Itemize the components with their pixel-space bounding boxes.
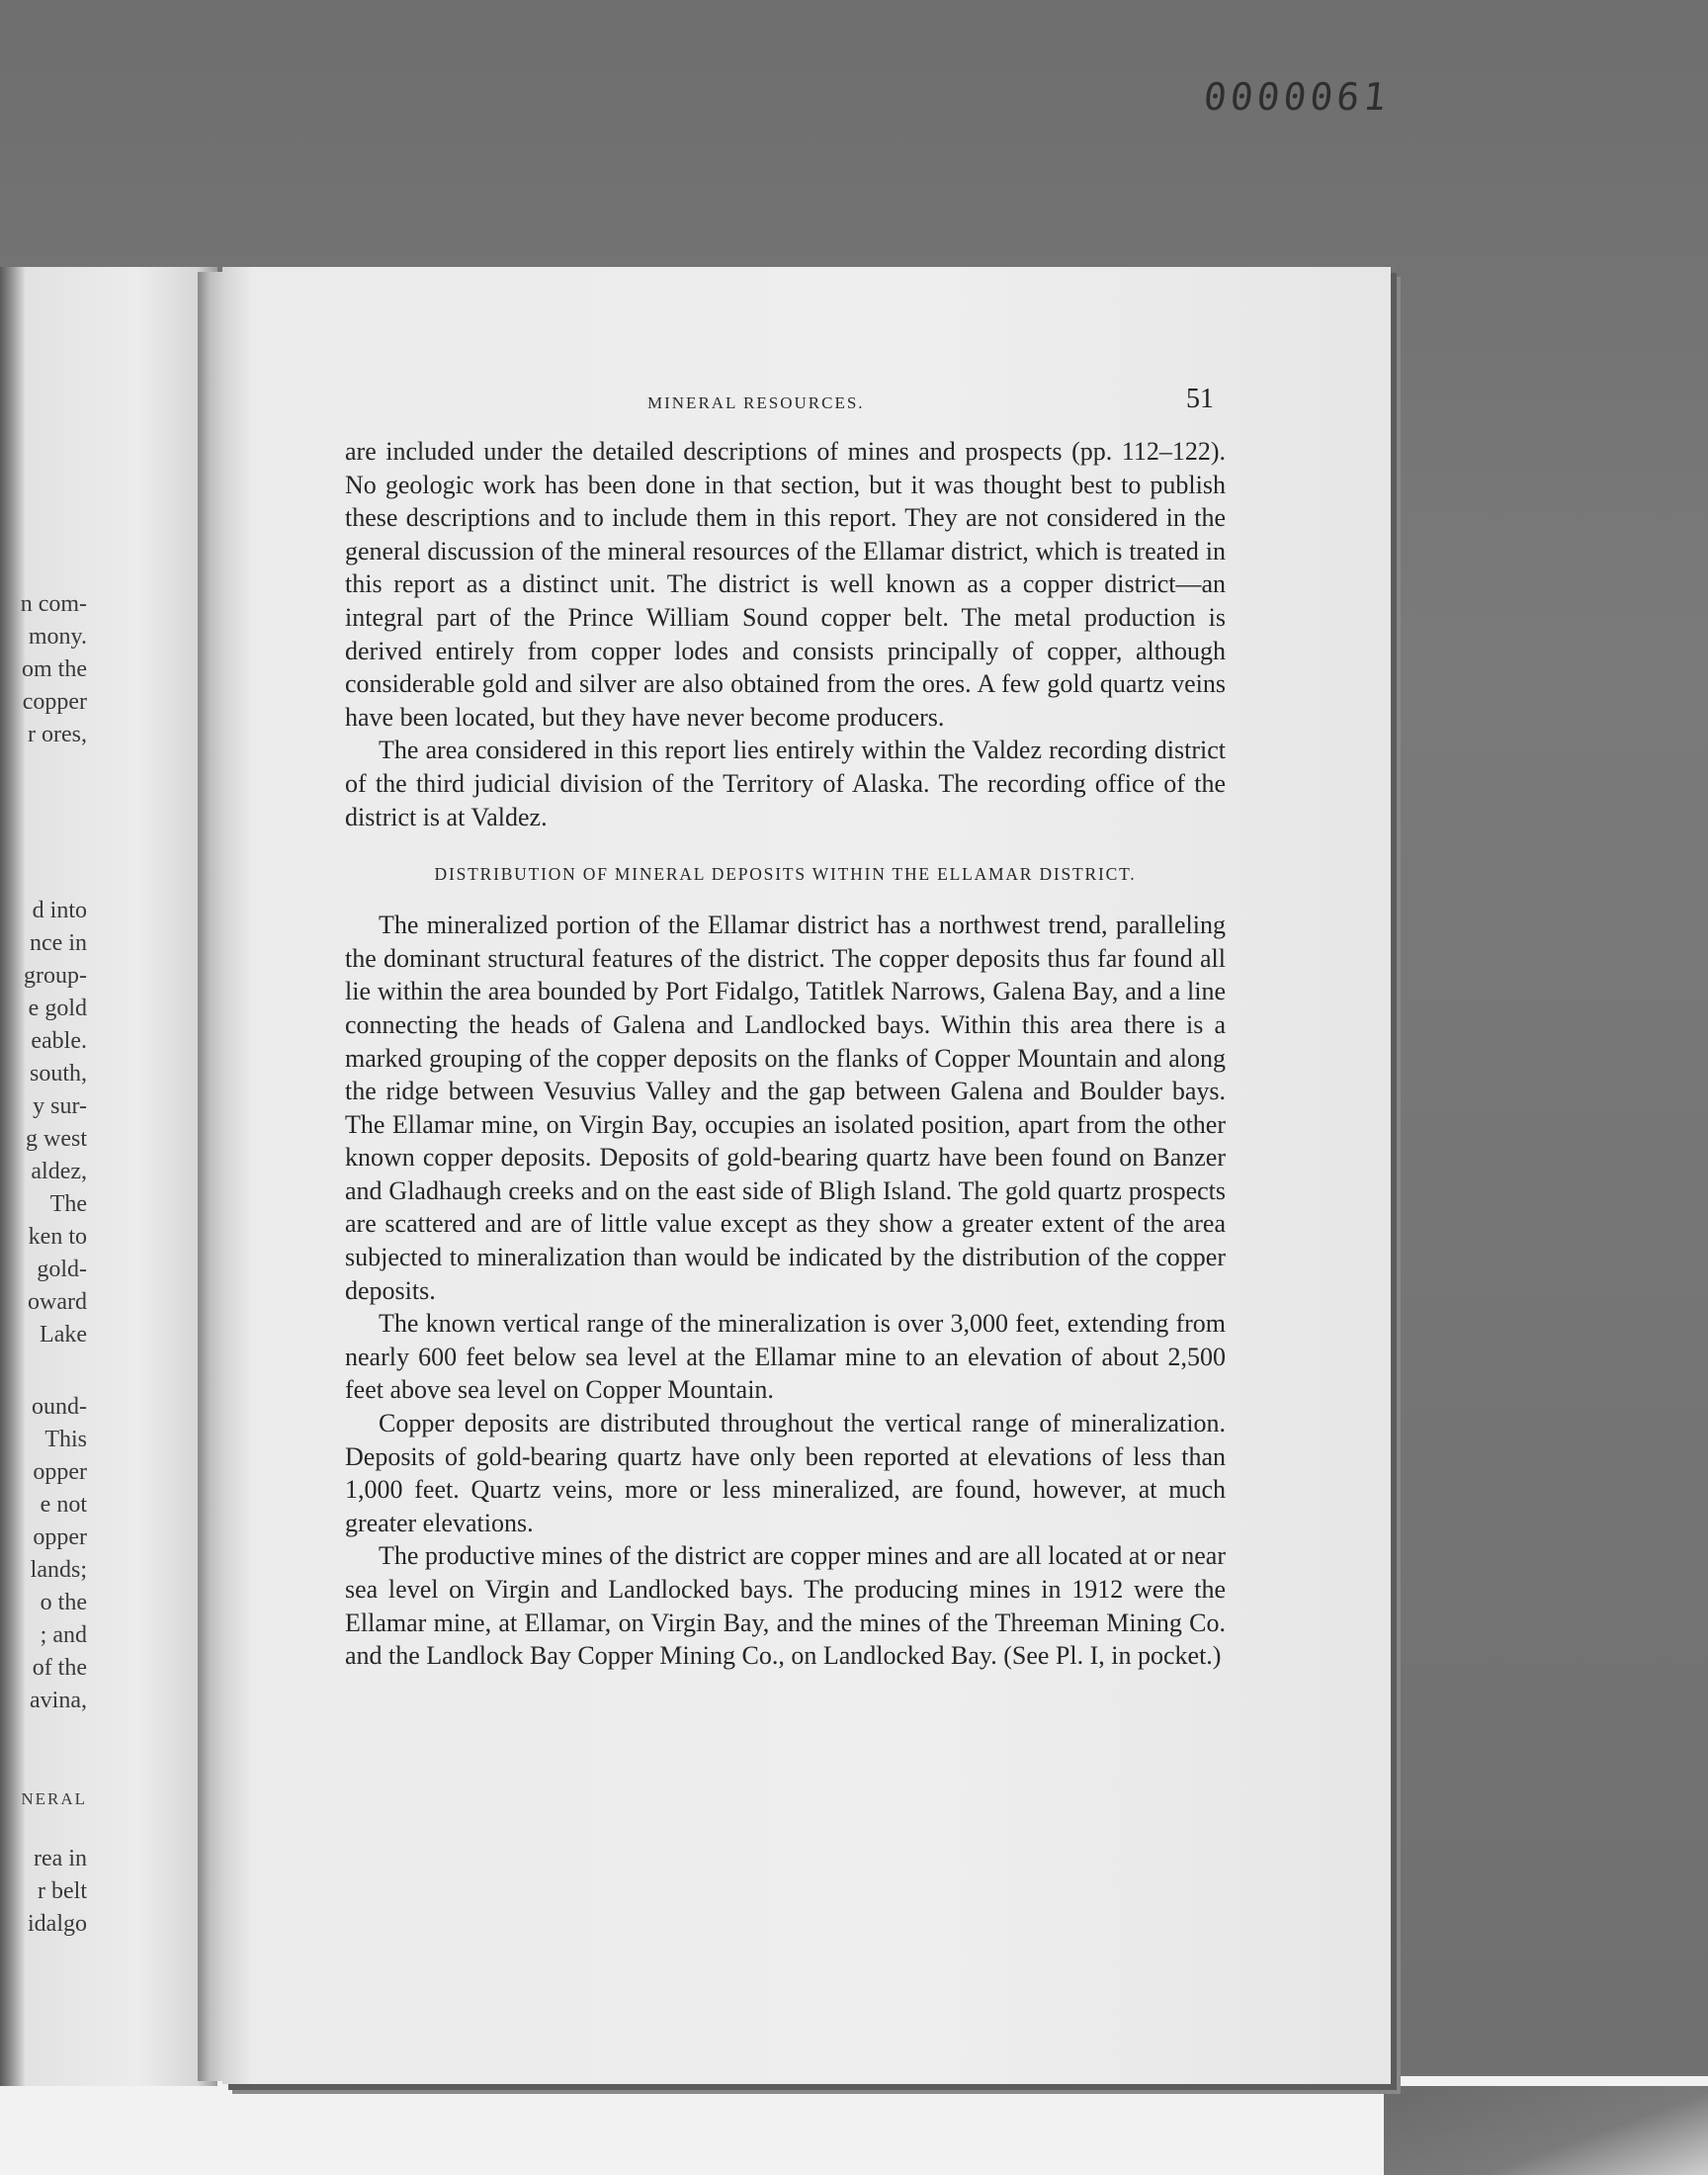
- facing-page-fragment: idalgo: [28, 1911, 87, 1937]
- running-head: MINERAL RESOURCES.: [647, 393, 865, 412]
- paragraph: are included under the detailed descriptions of mines and prospects (pp. 112–122). No geologic work has been done in that section, but it was thought best to publish these descriptions and to include them in this report. They are not considered in the general discussion of the mineral resources of the Ellamar district, which is treated in this report as a distinct unit. The district is well known as a copper district—an integral part of the Prince William Sound copper belt. The metal production is derived entirely from copper lodes and consists principally of copper, although considerable gold and silver are also obtained from the ores. A few gold quartz veins have been located, but they have never become producers.: [345, 437, 1226, 732]
- facing-page-fragment: ken to: [28, 1224, 87, 1250]
- body-text: [345, 435, 1226, 1673]
- paragraph: The productive mines of the district are copper mines and are all located at or near sea level on Virgin and Landlocked bays. The producing mines in 1912 were the Ellamar mine, at Ellamar, on Virgin Bay, and the mines of the Threeman Mining Co. and the Landlock Bay Copper Mining Co., on Landlocked Bay. (See Pl. I, in pocket.): [345, 1541, 1226, 1671]
- archive-stamp-number: 0000061: [1201, 75, 1393, 119]
- facing-page-fragment: r belt: [38, 1878, 87, 1904]
- paragraph: The area considered in this report lies entirely within the Valdez recording district of the third judicial division of the Territory of Alaska. The recording office of the district is at Valdez.: [345, 736, 1226, 831]
- facing-page-fragment: The: [49, 1191, 87, 1217]
- facing-page-fragment: opper: [33, 1459, 87, 1485]
- paragraph: Copper deposits are distributed throughout the vertical range of mineralization. Deposits of gold-bearing quartz have only been reported at elevations of less than 1,000 feet. Quartz veins, more or less mineralized, are found, however, at much greater elevations.: [345, 1409, 1226, 1537]
- paragraph: The known vertical range of the mineralization is over 3,000 feet, extending from nearly 600 feet below sea level at the Ellamar mine to an elevation of about 2,500 feet above sea level on Copper Mountain.: [345, 1309, 1226, 1405]
- facing-page-fragment: nce in: [30, 930, 87, 956]
- facing-page-fragment: NERAL: [21, 1789, 87, 1808]
- paragraph: The mineralized portion of the Ellamar district has a northwest trend, paralleling the dominant structural features of the district. The copper deposits thus far found all lie within the area bounded by Port Fidalgo, Tatitlek Narrows, Galena Bay, and a line connecting the heads of Galena and Landlocked bays. Within this area there is a marked grouping of the copper deposits on the flanks of Copper Mountain and along the ridge between Vesuvius Valley and the gap between Galena and Boulder bays. The Ellamar mine, on Virgin Bay, occupies an isolated position, apart from the other known copper deposits. Deposits of gold-bearing quartz have been found on Banzer and Gladhaugh creeks and on the east side of Bligh Island. The gold quartz prospects are scattered and are of little value except as they show a greater extent of the area subjected to mineralization than would be indicated by the distribution of the copper deposits.: [345, 911, 1226, 1305]
- facing-page-fragment: o the: [40, 1590, 87, 1615]
- facing-page-fragment: g west: [26, 1126, 87, 1152]
- section-heading: DISTRIBUTION OF MINERAL DEPOSITS WITHIN THE ELLAMAR DISTRICT.: [434, 864, 1137, 885]
- facing-page-fragment: avina,: [30, 1688, 87, 1713]
- facing-page-fragment: opper: [33, 1524, 87, 1550]
- facing-page-fragment: om the: [22, 656, 87, 682]
- facing-page-fragment: n com-: [20, 591, 87, 617]
- facing-page-fragment: d into: [32, 898, 87, 923]
- facing-page-fragment: y sur-: [33, 1093, 87, 1119]
- facing-page-fragment: south,: [29, 1061, 87, 1087]
- facing-page-fragment: r ores,: [28, 722, 87, 747]
- scan-corner-shadow: [1384, 2086, 1708, 2175]
- facing-page-fragment: lands;: [30, 1557, 87, 1583]
- facing-page-fragment: Lake: [40, 1322, 87, 1348]
- facing-page-fragment: eable.: [31, 1028, 87, 1054]
- facing-page-fragment: aldez,: [31, 1159, 87, 1184]
- facing-page-fragment: mony.: [28, 624, 87, 650]
- book-page: [222, 267, 1391, 2084]
- facing-page-fragment: gold-: [37, 1257, 87, 1282]
- facing-page-fragment: oward: [28, 1289, 87, 1315]
- page-header: [222, 384, 1223, 423]
- facing-page-fragment: rea in: [34, 1846, 87, 1871]
- facing-page-fragment: ound-: [32, 1394, 87, 1420]
- facing-page-fragment: e gold: [28, 996, 87, 1021]
- facing-page-fragment: This: [44, 1427, 87, 1452]
- facing-page-fragment: copper: [22, 689, 87, 715]
- page-number: 51: [1186, 384, 1214, 414]
- facing-page-fragment: group-: [24, 963, 87, 989]
- facing-page-fragment: e not: [40, 1492, 87, 1518]
- facing-page-fragment: of the: [32, 1655, 87, 1681]
- facing-page-edge: [0, 267, 217, 2086]
- facing-page-fragment: ; and: [40, 1622, 87, 1648]
